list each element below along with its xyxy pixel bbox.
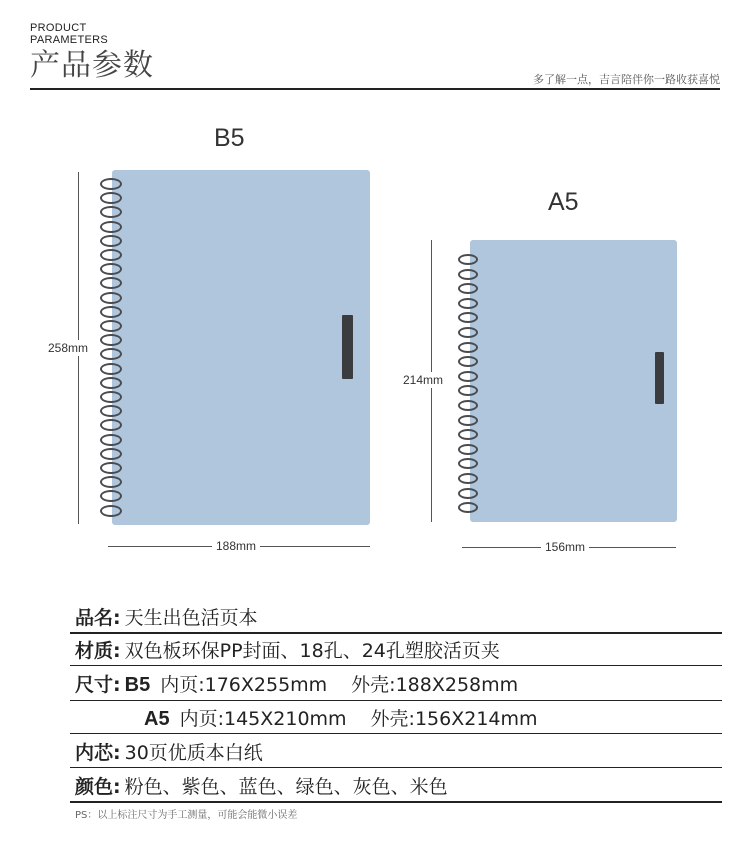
binder-ring — [100, 419, 122, 431]
binder-ring — [100, 178, 122, 190]
spec-value: 双色板环保PP封面、18孔、24孔塑胶活页夹 — [124, 640, 500, 662]
binder-ring — [458, 444, 478, 455]
binder-ring — [458, 298, 478, 309]
spec-rule — [70, 700, 722, 701]
spec-inner-size: 内页:176X255mm — [160, 674, 328, 696]
spec-outer-size: 外壳:156X214mm — [370, 708, 538, 730]
spec-rule — [70, 767, 722, 768]
a5-size-label: A5 — [548, 188, 579, 216]
binder-ring — [100, 249, 122, 261]
binder-ring — [458, 283, 478, 294]
spec-key: 品名 — [75, 607, 114, 629]
binder-ring — [458, 342, 478, 353]
spec-inner-size: 内页:145X210mm — [179, 708, 347, 730]
spec-row-material — [75, 640, 500, 662]
spec-rule — [70, 665, 722, 666]
page-title: 产品参数 — [30, 48, 154, 83]
binder-ring — [100, 434, 122, 446]
binder-ring — [100, 263, 122, 275]
binder-ring — [100, 462, 122, 474]
binder-ring — [100, 405, 122, 417]
spec-row-core — [75, 742, 263, 764]
binder-ring — [100, 206, 122, 218]
binder-ring — [458, 254, 478, 265]
binder-ring — [458, 473, 478, 484]
binder-ring — [458, 269, 478, 280]
binder-ring — [100, 192, 122, 204]
spec-value: 天生出色活页本 — [124, 607, 258, 629]
binder-ring — [100, 320, 122, 332]
binder-ring — [458, 312, 478, 323]
b5-spine-label — [342, 315, 353, 379]
b5-height-label: 258mm — [48, 341, 89, 355]
binder-ring — [458, 488, 478, 499]
binder-ring — [100, 490, 122, 502]
spec-row-color — [75, 776, 448, 798]
spec-key: 颜色 — [75, 776, 114, 798]
spec-row-size-b5 — [75, 674, 518, 696]
a5-binder-rings — [458, 254, 486, 518]
binder-ring — [100, 306, 122, 318]
spec-rule — [70, 733, 722, 734]
binder-ring — [458, 415, 478, 426]
binder-ring — [100, 476, 122, 488]
spec-colon: : — [113, 674, 121, 696]
header-en-line2: PARAMETERS — [30, 34, 108, 46]
spec-colon: : — [113, 776, 121, 798]
binder-ring — [458, 385, 478, 396]
binder-ring — [458, 458, 478, 469]
b5-size-label: B5 — [214, 124, 245, 152]
b5-binder-rings — [100, 178, 130, 522]
binder-ring — [100, 277, 122, 289]
spec-colon: : — [113, 607, 121, 629]
spec-size-code: A5 — [144, 708, 170, 730]
binder-ring — [458, 371, 478, 382]
a5-width-label: 156mm — [541, 540, 589, 554]
spec-colon: : — [113, 640, 121, 662]
spec-row-size-a5 — [144, 708, 538, 730]
binder-ring — [100, 334, 122, 346]
a5-height-label: 214mm — [403, 373, 444, 387]
spec-value: 粉色、紫色、蓝色、绿色、灰色、米色 — [124, 776, 448, 798]
binder-ring — [100, 363, 122, 375]
b5-width-label: 188mm — [212, 539, 260, 553]
spec-key: 材质 — [75, 640, 114, 662]
header-divider — [30, 88, 720, 90]
binder-ring — [458, 356, 478, 367]
header-subtitle: 多了解一点，吉言陪伴你一路收获喜悦 — [533, 73, 720, 86]
b5-notebook-cover — [112, 170, 370, 525]
spec-row-name — [75, 607, 258, 629]
footnote: PS：以上标注尺寸为手工测量，可能会能微小误差 — [75, 810, 298, 821]
binder-ring — [458, 327, 478, 338]
binder-ring — [458, 429, 478, 440]
a5-spine-label — [655, 352, 664, 404]
a5-notebook-cover — [470, 240, 677, 522]
binder-ring — [100, 448, 122, 460]
binder-ring — [458, 400, 478, 411]
binder-ring — [100, 377, 122, 389]
binder-ring — [100, 348, 122, 360]
binder-ring — [100, 235, 122, 247]
spec-value: 30页优质本白纸 — [124, 742, 263, 764]
spec-size-code: B5 — [124, 674, 151, 696]
binder-ring — [100, 505, 122, 517]
spec-outer-size: 外壳:188X258mm — [351, 674, 519, 696]
header-en-line1: PRODUCT — [30, 22, 87, 34]
spec-key: 内芯 — [75, 742, 114, 764]
spec-rule — [70, 632, 722, 634]
binder-ring — [100, 391, 122, 403]
spec-key: 尺寸 — [75, 674, 114, 696]
spec-rule — [70, 801, 722, 803]
binder-ring — [100, 221, 122, 233]
spec-colon: : — [113, 742, 121, 764]
binder-ring — [458, 502, 478, 513]
binder-ring — [100, 292, 122, 304]
